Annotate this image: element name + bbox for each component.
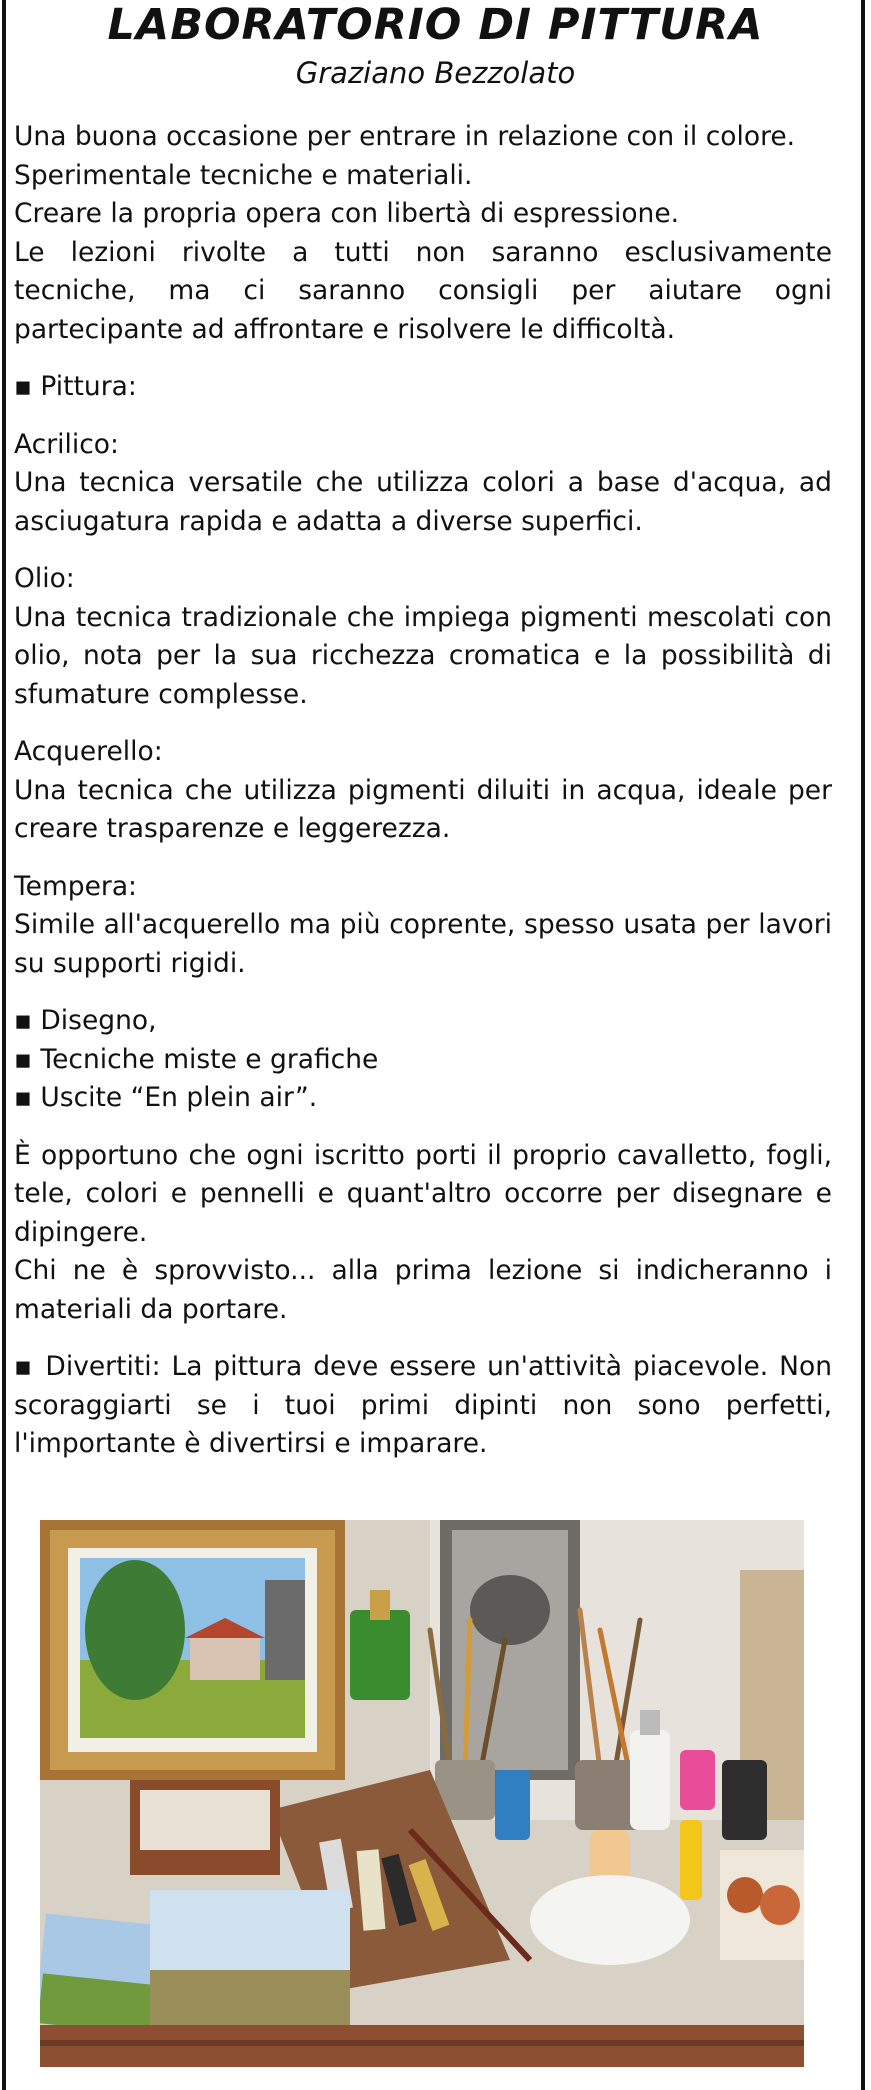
acrylic-title: Acrilico: [14, 428, 119, 460]
materials-note: Chi ne è sprovvisto... alla prima lezione si indicheranno i materiali da portare. [14, 1255, 832, 1325]
watercolor-text: Una tecnica che utilizza pigmenti diluiti in acqua, ideale per creare trasparenze e leggerezza. [14, 774, 832, 844]
author-name: Graziano Bezzolato [295, 56, 576, 90]
watercolor-title: Acquerello: [14, 736, 163, 767]
oil-text: Una tecnica tradizionale che impiega pigmenti mescolati con olio, nota per la sua ricchezza cromatica e la possibilità di sfumature complesse. [14, 601, 832, 710]
intro-line-1: Una buona occasione per entrare in relazione con il colore. [14, 121, 796, 152]
intro-line-3: Creare la propria opera con libertà di espressione. [14, 198, 680, 229]
acrylic-text: Una tecnica versatile che utilizza colori a base d'acqua, ad asciugatura rapida e adatta a diverse superfici. [14, 467, 832, 537]
studio-photo-illustration [40, 1520, 804, 2067]
tempera-title: Tempera: [14, 870, 137, 902]
painting-bullet: ▪ Pittura: [14, 371, 137, 402]
page-title: LABORATORIO DI PITTURA [107, 0, 764, 50]
studio-photo [40, 1520, 804, 2067]
document-body [14, 118, 832, 1464]
intro-line-2: Sperimentale tecniche e materiali. [14, 159, 473, 191]
fun-text: ▪ Divertiti: La pittura deve essere un'attività piacevole. Non scoraggiarti se i tuoi primi dipinti non sono perfetti, l'importante è divertirsi e imparare. [14, 1351, 832, 1459]
materials-text: È opportuno che ogni iscritto porti il proprio cavalletto, fogli, tele, colori e pennelli e quant'altro occorre per disegnare e dipingere. [14, 1139, 832, 1248]
bullet-drawing: ▪ Disegno, [14, 1005, 157, 1036]
oil-title: Olio: [14, 563, 75, 594]
bullet-plein-air: ▪ Uscite “En plein air”. [14, 1082, 318, 1113]
intro-line-4: Le lezioni rivolte a tutti non saranno esclusivamente tecniche, ma ci saranno consigli per aiutare ogni partecipante ad affrontare e risolvere le difficoltà. [14, 236, 832, 345]
tempera-text: Simile all'acquerello ma più coprente, spesso usata per lavori su supporti rigidi. [14, 909, 832, 979]
bullet-mixed-techniques: ▪ Tecniche miste e grafiche [14, 1043, 379, 1075]
